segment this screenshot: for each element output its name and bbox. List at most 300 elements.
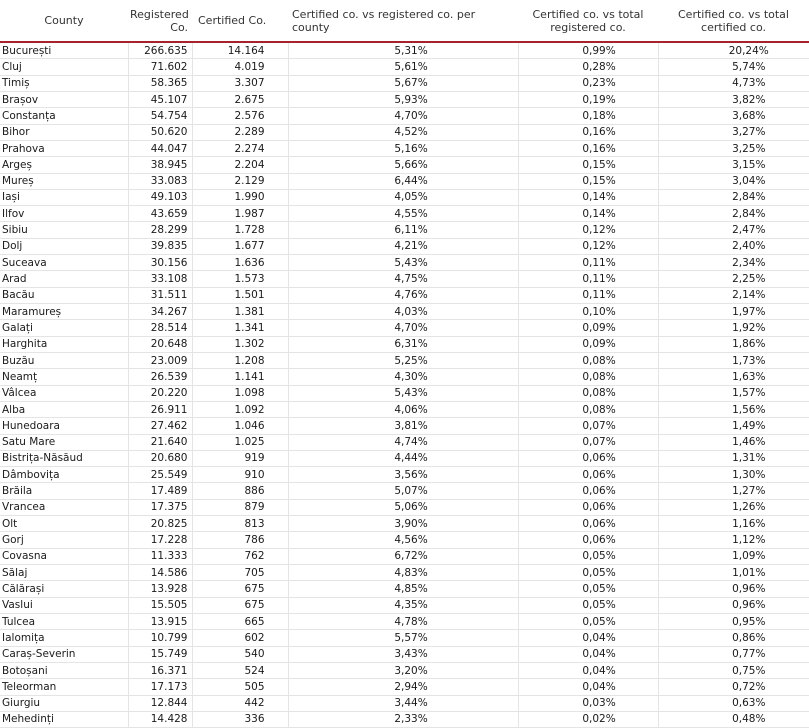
registered-co-cell: 14.586	[128, 565, 192, 581]
registered-co-cell: 14.428	[128, 711, 192, 727]
table-row	[0, 91, 809, 107]
certified-vs-total-registered-cell: 0,12%	[518, 238, 658, 254]
certified-vs-registered-cell: 4,74%	[288, 434, 518, 450]
certified-co-cell: 2.274	[192, 140, 288, 156]
certified-vs-total-certified-cell: 3,27%	[658, 124, 809, 140]
county-cell: Vaslui	[0, 597, 128, 613]
certified-vs-total-registered-cell: 0,28%	[518, 59, 658, 75]
county-cell: Mehedinți	[0, 711, 128, 727]
certified-co-cell: 910	[192, 467, 288, 483]
table-row	[0, 516, 809, 532]
certified-vs-total-certified-cell: 2,14%	[658, 287, 809, 303]
certified-vs-total-registered-cell: 0,04%	[518, 646, 658, 662]
county-cell: Galați	[0, 320, 128, 336]
certified-vs-total-certified-cell: 1,73%	[658, 352, 809, 368]
certified-vs-total-certified-cell: 1,46%	[658, 434, 809, 450]
certified-vs-total-registered-cell: 0,09%	[518, 336, 658, 352]
header-row	[0, 0, 809, 42]
certified-vs-total-certified-cell: 1,92%	[658, 320, 809, 336]
certified-vs-total-registered-cell: 0,08%	[518, 401, 658, 417]
certified-vs-total-registered-cell: 0,05%	[518, 548, 658, 564]
certified-vs-total-registered-cell: 0,06%	[518, 450, 658, 466]
certified-vs-total-registered-cell: 0,04%	[518, 662, 658, 678]
table-row	[0, 401, 809, 417]
certified-co-cell: 602	[192, 630, 288, 646]
certified-vs-registered-cell: 5,31%	[288, 42, 518, 59]
county-cell: Ialomița	[0, 630, 128, 646]
table-row	[0, 385, 809, 401]
certified-vs-registered-cell: 4,05%	[288, 189, 518, 205]
county-cell: Botoșani	[0, 662, 128, 678]
county-cell: Dâmbovița	[0, 467, 128, 483]
certified-vs-total-certified-cell: 0,95%	[658, 613, 809, 629]
certified-co-cell: 1.677	[192, 238, 288, 254]
certified-vs-total-certified-cell: 2,34%	[658, 255, 809, 271]
table-row	[0, 42, 809, 59]
certified-vs-total-registered-cell: 0,06%	[518, 467, 658, 483]
registered-co-cell: 33.083	[128, 173, 192, 189]
certified-co-cell: 1.092	[192, 401, 288, 417]
table-row	[0, 59, 809, 75]
certified-vs-registered-cell: 5,67%	[288, 75, 518, 91]
certified-vs-total-certified-cell: 3,25%	[658, 140, 809, 156]
certified-vs-total-certified-cell: 1,57%	[658, 385, 809, 401]
table-row	[0, 255, 809, 271]
certified-co-cell: 14.164	[192, 42, 288, 59]
registered-co-cell: 33.108	[128, 271, 192, 287]
certified-vs-registered-cell: 5,16%	[288, 140, 518, 156]
registered-co-cell: 15.505	[128, 597, 192, 613]
certified-vs-total-registered-cell: 0,11%	[518, 271, 658, 287]
certified-co-cell: 1.046	[192, 418, 288, 434]
county-cell: Hunedoara	[0, 418, 128, 434]
registered-co-cell: 54.754	[128, 108, 192, 124]
registered-co-cell: 20.680	[128, 450, 192, 466]
certified-vs-total-registered-cell: 0,11%	[518, 287, 658, 303]
certified-vs-registered-cell: 6,72%	[288, 548, 518, 564]
certified-vs-registered-cell: 4,03%	[288, 304, 518, 320]
header-certified-vs-registered-per-county: Certified co. vs registered co. per county	[288, 0, 518, 42]
certified-co-cell: 524	[192, 662, 288, 678]
certified-vs-registered-cell: 3,56%	[288, 467, 518, 483]
registered-co-cell: 38.945	[128, 157, 192, 173]
registered-co-cell: 17.489	[128, 483, 192, 499]
certified-vs-registered-cell: 4,78%	[288, 613, 518, 629]
certified-vs-total-registered-cell: 0,15%	[518, 173, 658, 189]
county-cell: Caraș-Severin	[0, 646, 128, 662]
registered-co-cell: 20.825	[128, 516, 192, 532]
county-cell: Alba	[0, 401, 128, 417]
certified-vs-total-certified-cell: 0,96%	[658, 597, 809, 613]
certified-vs-registered-cell: 2,33%	[288, 711, 518, 727]
certified-co-cell: 3.307	[192, 75, 288, 91]
certified-vs-total-registered-cell: 0,06%	[518, 532, 658, 548]
certified-vs-registered-cell: 4,70%	[288, 108, 518, 124]
county-cell: Călărași	[0, 581, 128, 597]
certified-vs-total-certified-cell: 2,84%	[658, 206, 809, 222]
table-row	[0, 320, 809, 336]
registered-co-cell: 39.835	[128, 238, 192, 254]
certified-vs-total-certified-cell: 1,30%	[658, 467, 809, 483]
registered-co-cell: 45.107	[128, 91, 192, 107]
certified-co-cell: 919	[192, 450, 288, 466]
certified-vs-registered-cell: 4,75%	[288, 271, 518, 287]
registered-co-cell: 50.620	[128, 124, 192, 140]
certified-vs-registered-cell: 4,21%	[288, 238, 518, 254]
registered-co-cell: 30.156	[128, 255, 192, 271]
county-cell: Cluj	[0, 59, 128, 75]
registered-co-cell: 27.462	[128, 418, 192, 434]
table-row	[0, 75, 809, 91]
registered-co-cell: 13.928	[128, 581, 192, 597]
certified-vs-total-certified-cell: 1,56%	[658, 401, 809, 417]
certified-vs-registered-cell: 4,52%	[288, 124, 518, 140]
certified-vs-registered-cell: 5,43%	[288, 385, 518, 401]
certified-vs-total-registered-cell: 0,06%	[518, 499, 658, 515]
certified-co-cell: 1.381	[192, 304, 288, 320]
header-certified-vs-total-certified: Certified co. vs total certified co.	[658, 0, 809, 42]
certified-vs-total-certified-cell: 3,04%	[658, 173, 809, 189]
header-registered-co: Registered Co.	[128, 0, 192, 42]
certified-co-cell: 1.341	[192, 320, 288, 336]
registered-co-cell: 17.375	[128, 499, 192, 515]
certified-vs-total-registered-cell: 0,06%	[518, 483, 658, 499]
certified-vs-registered-cell: 4,44%	[288, 450, 518, 466]
registered-co-cell: 15.749	[128, 646, 192, 662]
certified-co-cell: 786	[192, 532, 288, 548]
table-row	[0, 369, 809, 385]
certified-vs-registered-cell: 5,43%	[288, 255, 518, 271]
certified-vs-registered-cell: 5,06%	[288, 499, 518, 515]
certified-vs-total-registered-cell: 0,08%	[518, 352, 658, 368]
county-cell: Dolj	[0, 238, 128, 254]
table-row	[0, 630, 809, 646]
certified-vs-total-registered-cell: 0,09%	[518, 320, 658, 336]
certified-vs-total-certified-cell: 4,73%	[658, 75, 809, 91]
certified-vs-total-registered-cell: 0,14%	[518, 206, 658, 222]
certified-co-cell: 1.098	[192, 385, 288, 401]
certified-co-cell: 2.576	[192, 108, 288, 124]
certified-vs-registered-cell: 5,07%	[288, 483, 518, 499]
certified-vs-total-certified-cell: 1,97%	[658, 304, 809, 320]
county-cell: Arad	[0, 271, 128, 287]
certified-vs-total-certified-cell: 1,86%	[658, 336, 809, 352]
table-row	[0, 662, 809, 678]
table-row	[0, 679, 809, 695]
table-row	[0, 238, 809, 254]
county-cell: Maramureș	[0, 304, 128, 320]
table-row	[0, 108, 809, 124]
certified-vs-registered-cell: 4,85%	[288, 581, 518, 597]
certified-vs-registered-cell: 4,76%	[288, 287, 518, 303]
table-row	[0, 189, 809, 205]
certified-vs-total-registered-cell: 0,08%	[518, 369, 658, 385]
certified-vs-total-certified-cell: 1,16%	[658, 516, 809, 532]
table-row	[0, 206, 809, 222]
county-cell: Neamț	[0, 369, 128, 385]
registered-co-cell: 11.333	[128, 548, 192, 564]
certified-vs-total-registered-cell: 0,03%	[518, 695, 658, 711]
county-cell: Brăila	[0, 483, 128, 499]
certified-vs-total-registered-cell: 0,12%	[518, 222, 658, 238]
table-row	[0, 124, 809, 140]
certified-vs-total-certified-cell: 2,25%	[658, 271, 809, 287]
certified-vs-total-certified-cell: 20,24%	[658, 42, 809, 59]
certified-vs-total-certified-cell: 0,72%	[658, 679, 809, 695]
registered-co-cell: 26.911	[128, 401, 192, 417]
certified-vs-registered-cell: 4,56%	[288, 532, 518, 548]
certified-co-cell: 1.573	[192, 271, 288, 287]
certified-vs-total-registered-cell: 0,05%	[518, 581, 658, 597]
certified-co-cell: 879	[192, 499, 288, 515]
certified-co-cell: 675	[192, 597, 288, 613]
certified-co-cell: 705	[192, 565, 288, 581]
certified-vs-total-certified-cell: 0,63%	[658, 695, 809, 711]
certified-vs-total-certified-cell: 1,49%	[658, 418, 809, 434]
certified-vs-registered-cell: 5,57%	[288, 630, 518, 646]
table-row	[0, 434, 809, 450]
county-cell: Vâlcea	[0, 385, 128, 401]
registered-co-cell: 25.549	[128, 467, 192, 483]
county-cell: Vrancea	[0, 499, 128, 515]
registered-co-cell: 34.267	[128, 304, 192, 320]
certified-vs-total-certified-cell: 2,47%	[658, 222, 809, 238]
certified-vs-total-registered-cell: 0,06%	[518, 516, 658, 532]
certified-co-cell: 4.019	[192, 59, 288, 75]
certified-co-cell: 2.129	[192, 173, 288, 189]
registered-co-cell: 44.047	[128, 140, 192, 156]
table-row	[0, 140, 809, 156]
certified-vs-total-certified-cell: 5,74%	[658, 59, 809, 75]
certified-co-cell: 675	[192, 581, 288, 597]
table-row	[0, 450, 809, 466]
table-row	[0, 336, 809, 352]
registered-co-cell: 26.539	[128, 369, 192, 385]
table-body	[0, 42, 809, 728]
certified-vs-total-certified-cell: 0,48%	[658, 711, 809, 727]
table-row	[0, 467, 809, 483]
certified-vs-registered-cell: 5,61%	[288, 59, 518, 75]
registered-co-cell: 21.640	[128, 434, 192, 450]
county-cell: Harghita	[0, 336, 128, 352]
certified-vs-registered-cell: 6,11%	[288, 222, 518, 238]
county-cell: Sălaj	[0, 565, 128, 581]
certified-vs-registered-cell: 4,35%	[288, 597, 518, 613]
county-cell: Suceava	[0, 255, 128, 271]
certified-vs-total-registered-cell: 0,11%	[518, 255, 658, 271]
county-cell: Olt	[0, 516, 128, 532]
certified-vs-total-registered-cell: 0,19%	[518, 91, 658, 107]
certified-co-cell: 2.675	[192, 91, 288, 107]
certified-vs-registered-cell: 4,83%	[288, 565, 518, 581]
table-row	[0, 173, 809, 189]
certified-co-cell: 1.208	[192, 352, 288, 368]
certified-co-cell: 762	[192, 548, 288, 564]
certified-vs-registered-cell: 2,94%	[288, 679, 518, 695]
county-cell: Giurgiu	[0, 695, 128, 711]
table-row	[0, 646, 809, 662]
registered-co-cell: 16.371	[128, 662, 192, 678]
registered-co-cell: 43.659	[128, 206, 192, 222]
certified-co-cell: 1.987	[192, 206, 288, 222]
table-row	[0, 157, 809, 173]
certified-vs-total-certified-cell: 2,40%	[658, 238, 809, 254]
table-row	[0, 548, 809, 564]
certified-co-cell: 540	[192, 646, 288, 662]
registered-co-cell: 17.228	[128, 532, 192, 548]
county-cell: Bihor	[0, 124, 128, 140]
certified-vs-total-certified-cell: 1,12%	[658, 532, 809, 548]
county-cell: Teleorman	[0, 679, 128, 695]
certified-vs-registered-cell: 3,43%	[288, 646, 518, 662]
table-row	[0, 613, 809, 629]
registered-co-cell: 58.365	[128, 75, 192, 91]
registered-co-cell: 10.799	[128, 630, 192, 646]
certified-vs-total-registered-cell: 0,15%	[518, 157, 658, 173]
registered-co-cell: 20.220	[128, 385, 192, 401]
county-cell: Covasna	[0, 548, 128, 564]
county-cell: Tulcea	[0, 613, 128, 629]
table-row	[0, 304, 809, 320]
certified-vs-total-certified-cell: 2,84%	[658, 189, 809, 205]
certified-vs-registered-cell: 5,25%	[288, 352, 518, 368]
registered-co-cell: 49.103	[128, 189, 192, 205]
certified-vs-total-registered-cell: 0,99%	[518, 42, 658, 59]
certified-vs-total-certified-cell: 3,15%	[658, 157, 809, 173]
registered-co-cell: 23.009	[128, 352, 192, 368]
table-row	[0, 565, 809, 581]
table-row	[0, 483, 809, 499]
certified-vs-total-registered-cell: 0,10%	[518, 304, 658, 320]
certified-vs-registered-cell: 4,30%	[288, 369, 518, 385]
certified-vs-registered-cell: 6,44%	[288, 173, 518, 189]
certified-co-cell: 1.302	[192, 336, 288, 352]
certified-co-cell: 1.501	[192, 287, 288, 303]
certified-co-cell: 1.636	[192, 255, 288, 271]
certified-vs-total-registered-cell: 0,04%	[518, 630, 658, 646]
county-cell: Prahova	[0, 140, 128, 156]
table-row	[0, 532, 809, 548]
registered-co-cell: 13.915	[128, 613, 192, 629]
certified-vs-total-registered-cell: 0,16%	[518, 124, 658, 140]
certified-co-cell: 2.204	[192, 157, 288, 173]
table-row	[0, 287, 809, 303]
certified-vs-total-certified-cell: 0,86%	[658, 630, 809, 646]
certified-vs-total-registered-cell: 0,05%	[518, 597, 658, 613]
certified-vs-total-certified-cell: 0,96%	[658, 581, 809, 597]
county-cell: Bistrița-Năsăud	[0, 450, 128, 466]
certified-co-cell: 665	[192, 613, 288, 629]
county-cell: București	[0, 42, 128, 59]
header-certified-vs-total-registered: Certified co. vs total registered co.	[518, 0, 658, 42]
county-cell: Sibiu	[0, 222, 128, 238]
county-cell: Mureș	[0, 173, 128, 189]
certified-vs-total-registered-cell: 0,05%	[518, 613, 658, 629]
certified-vs-registered-cell: 5,93%	[288, 91, 518, 107]
table-row	[0, 352, 809, 368]
county-cell: Iași	[0, 189, 128, 205]
certified-vs-total-registered-cell: 0,23%	[518, 75, 658, 91]
registered-co-cell: 12.844	[128, 695, 192, 711]
certified-vs-registered-cell: 3,90%	[288, 516, 518, 532]
header-certified-co: Certified Co.	[192, 0, 288, 42]
table-row	[0, 695, 809, 711]
table-row	[0, 222, 809, 238]
certified-vs-total-certified-cell: 3,82%	[658, 91, 809, 107]
certified-vs-total-certified-cell: 0,75%	[658, 662, 809, 678]
registered-co-cell: 266.635	[128, 42, 192, 59]
certified-co-cell: 1.728	[192, 222, 288, 238]
certified-co-cell: 442	[192, 695, 288, 711]
registered-co-cell: 28.299	[128, 222, 192, 238]
certified-vs-total-certified-cell: 3,68%	[658, 108, 809, 124]
header-county: County	[0, 0, 128, 42]
county-cell: Ilfov	[0, 206, 128, 222]
registered-co-cell: 71.602	[128, 59, 192, 75]
certified-vs-registered-cell: 4,06%	[288, 401, 518, 417]
certified-vs-registered-cell: 3,81%	[288, 418, 518, 434]
certified-vs-total-registered-cell: 0,08%	[518, 385, 658, 401]
certified-vs-total-registered-cell: 0,04%	[518, 679, 658, 695]
table-row	[0, 711, 809, 727]
certified-vs-registered-cell: 6,31%	[288, 336, 518, 352]
certified-vs-total-certified-cell: 1,27%	[658, 483, 809, 499]
certified-co-cell: 886	[192, 483, 288, 499]
registered-co-cell: 20.648	[128, 336, 192, 352]
table-row	[0, 597, 809, 613]
certified-vs-total-registered-cell: 0,14%	[518, 189, 658, 205]
certified-co-cell: 1.025	[192, 434, 288, 450]
certified-vs-total-registered-cell: 0,02%	[518, 711, 658, 727]
certified-vs-total-certified-cell: 1,31%	[658, 450, 809, 466]
certified-co-cell: 2.289	[192, 124, 288, 140]
certified-vs-total-registered-cell: 0,05%	[518, 565, 658, 581]
table-row	[0, 418, 809, 434]
registered-co-cell: 17.173	[128, 679, 192, 695]
table-row	[0, 581, 809, 597]
certified-vs-total-certified-cell: 1,01%	[658, 565, 809, 581]
certified-vs-total-certified-cell: 1,09%	[658, 548, 809, 564]
county-cell: Buzău	[0, 352, 128, 368]
certified-co-cell: 813	[192, 516, 288, 532]
county-cell: Satu Mare	[0, 434, 128, 450]
certified-vs-registered-cell: 5,66%	[288, 157, 518, 173]
certified-vs-registered-cell: 3,44%	[288, 695, 518, 711]
county-cell: Argeș	[0, 157, 128, 173]
certified-vs-total-certified-cell: 1,26%	[658, 499, 809, 515]
county-cell: Timiș	[0, 75, 128, 91]
certified-vs-registered-cell: 4,55%	[288, 206, 518, 222]
certified-vs-registered-cell: 3,20%	[288, 662, 518, 678]
registered-co-cell: 31.511	[128, 287, 192, 303]
county-cell: Brașov	[0, 91, 128, 107]
certified-co-cell: 1.141	[192, 369, 288, 385]
registered-co-cell: 28.514	[128, 320, 192, 336]
certified-co-cell: 1.990	[192, 189, 288, 205]
certified-vs-total-registered-cell: 0,07%	[518, 418, 658, 434]
certified-vs-total-registered-cell: 0,16%	[518, 140, 658, 156]
table-row	[0, 499, 809, 515]
certified-vs-total-certified-cell: 0,77%	[658, 646, 809, 662]
certified-vs-registered-cell: 4,70%	[288, 320, 518, 336]
certified-vs-total-certified-cell: 1,63%	[658, 369, 809, 385]
county-cell: Gorj	[0, 532, 128, 548]
table-header	[0, 0, 809, 42]
certified-vs-total-registered-cell: 0,18%	[518, 108, 658, 124]
certified-vs-total-registered-cell: 0,07%	[518, 434, 658, 450]
table-row	[0, 271, 809, 287]
county-cell: Constanța	[0, 108, 128, 124]
